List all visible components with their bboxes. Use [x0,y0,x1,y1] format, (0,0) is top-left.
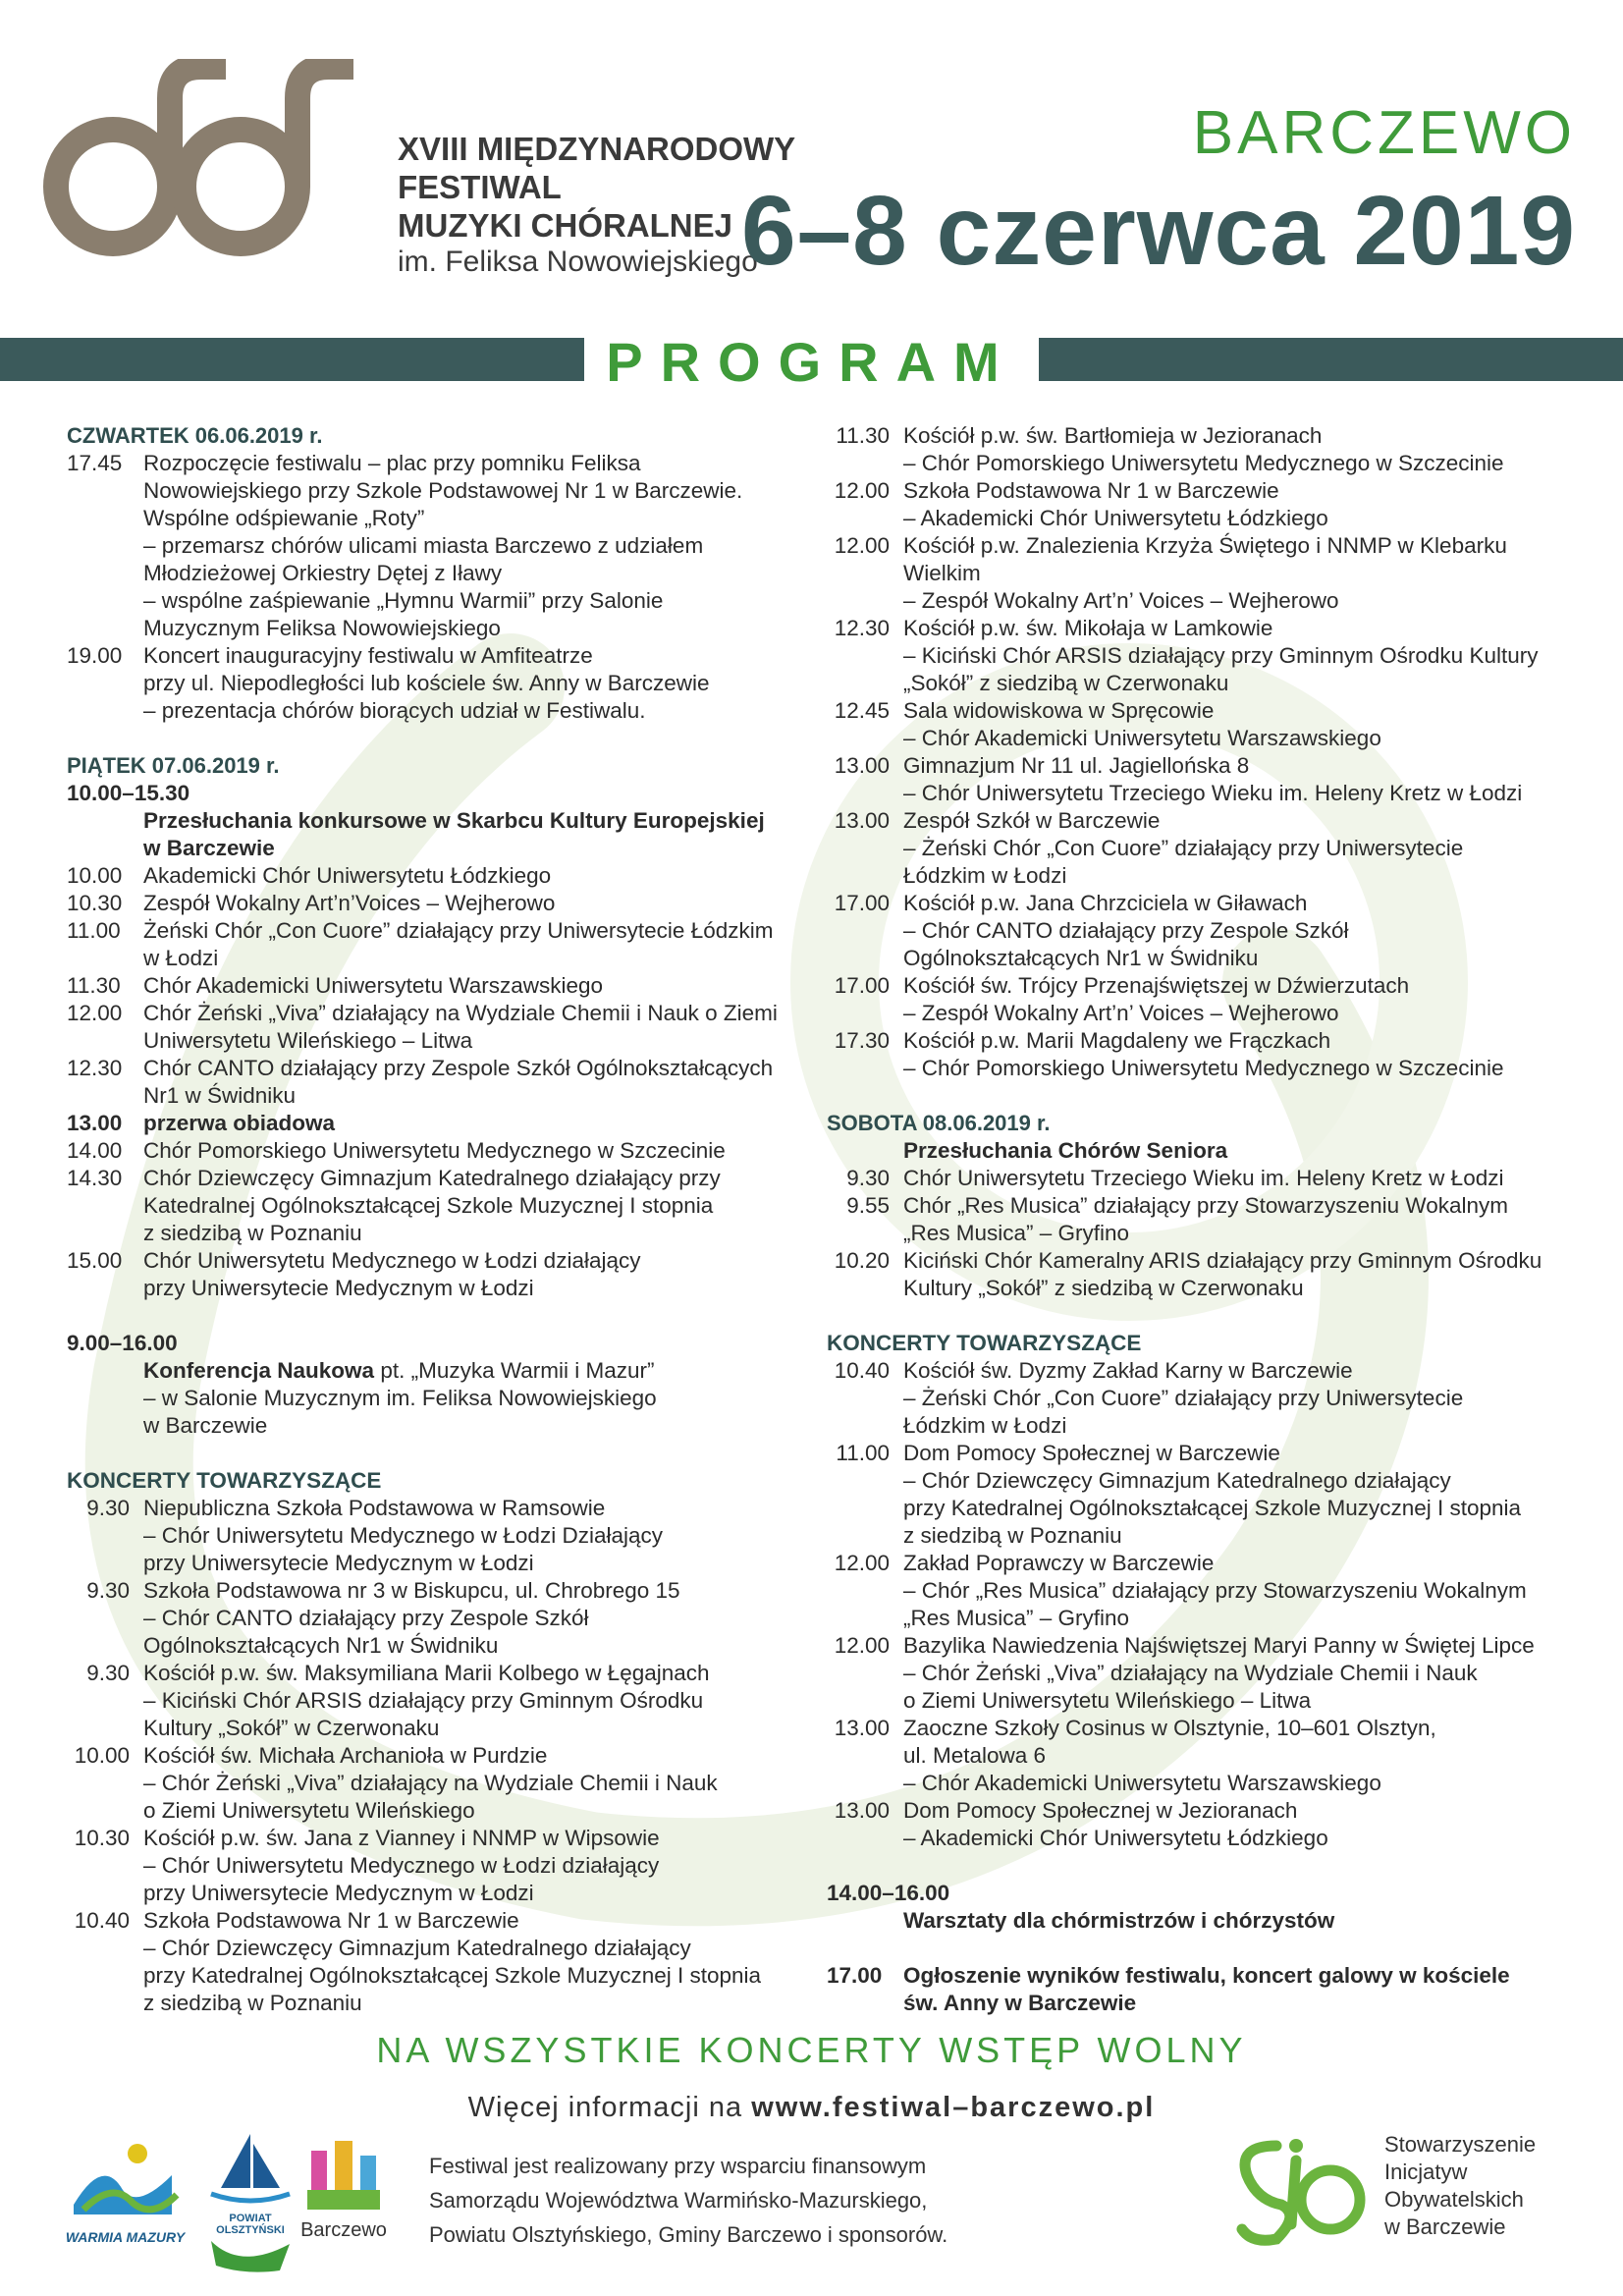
item-time: 14.30 [67,1166,123,1190]
item-time: 10.20 [834,1248,890,1273]
warmia-mazury-label: WARMIA MAZURY [65,2229,186,2245]
item-line: Ogólnokształcących Nr1 w Świdniku [903,946,1259,970]
program-item [67,890,813,917]
item-line: w Barczewie [143,1413,268,1438]
more-info-text: Więcej informacji na [467,2092,752,2123]
program-title: PROGRAM [606,331,1017,393]
item-time: 17.00 [834,891,890,915]
item-line: Chór Uniwersytetu Medycznego w Łodzi działający [143,1248,641,1273]
program-item [827,1797,1573,1852]
program-item [67,972,813,1000]
workshop-time-range: 14.00–16.00 [827,1881,950,1905]
item-line: Sala widowiskowa w Spręcowie [903,698,1215,723]
program-item [827,972,1573,1027]
item-line: Chór Dziewczęcy Gimnazjum Katedralnego działający przy [143,1166,721,1190]
item-time: 10.40 [834,1358,890,1383]
program-item [827,697,1573,752]
item-line: Wspólne odśpiewanie „Roty” [143,506,425,530]
item-time: 17.30 [834,1028,890,1053]
item-line: Szkoła Podstawowa nr 3 w Biskupcu, ul. Chrobrego 15 [143,1578,680,1603]
program-item [67,1660,813,1742]
towers-icon [299,2136,388,2214]
item-line: Ogólnokształcących Nr1 w Świdniku [143,1633,499,1658]
item-line: Kiciński Chór Kameralny ARIS działający przy Gminnym Ośrodku [903,1248,1542,1273]
program-item [67,1825,813,1907]
item-line: Dom Pomocy Społecznej w Jezioranach [903,1798,1298,1823]
item-time: 10.30 [74,1826,130,1850]
item-line: Muzycznym Feliksa Nowowiejskiego [143,616,501,640]
program-item [67,862,813,890]
item-line: – Chór CANTO działający przy Zespole Szkół [143,1606,589,1630]
program-item [827,1027,1573,1082]
item-line: Łódzkim w Łodzi [903,1413,1067,1438]
program-item [827,1632,1573,1715]
sio-logo [1222,2126,1370,2254]
item-line: w Łodzi [143,946,219,970]
item-line: Uniwersytetu Wileńskiego – Litwa [143,1028,473,1053]
program-item [827,615,1573,697]
program-left-column [67,422,813,2017]
item-line: Chór Żeński „Viva” działający na Wydziale Chemii i Nauk o Ziemi [143,1001,778,1025]
program-bar-right [1039,338,1623,381]
day-title-saturday: SOBOTA 08.06.2019 r. [827,1111,1051,1135]
item-line: „Res Musica” – Gryfino [903,1221,1130,1245]
item-time: 17.00 [827,1963,883,1988]
saturday-concerts-list [827,1357,1573,1852]
item-line: „Sokół” z siedzibą w Czerwonaku [903,671,1229,695]
workshop-item [827,1907,1573,1935]
item-line: – Chór Żeński „Viva” działający na Wydziale Chemii i Nauk [903,1661,1478,1685]
program-bar-left [0,338,584,381]
item-line: z siedzibą w Poznaniu [143,1221,362,1245]
item-line: – Chór Uniwersytetu Medycznego w Łodzi Działający [143,1523,663,1548]
item-line: – Chór Uniwersytetu Trzeciego Wieku im. Heleny Kretz w Łodzi [903,781,1523,805]
item-line: Zakład Poprawczy w Barczewie [903,1551,1215,1575]
item-line: „Res Musica” – Gryfino [903,1606,1130,1630]
item-line: Chór Pomorskiego Uniwersytetu Medycznego w Szczecinie [143,1138,726,1163]
item-time: 13.00 [834,1716,890,1740]
item-line: św. Anny w Barczewie [903,1991,1137,2015]
item-line: przy Uniwersytecie Medycznym w Łodzi [143,1551,534,1575]
item-time: 13.00 [834,808,890,833]
item-line: – Kiciński Chór ARSIS działający przy Gminnym Ośrodku [143,1688,704,1713]
item-line: Kościół p.w. Marii Magdaleny we Frączkach [903,1028,1331,1053]
item-time: 17.45 [67,451,123,475]
warmia-mazury-logo [64,2136,187,2254]
program-item [827,1550,1573,1632]
program-item [67,1907,813,2017]
day-title-thursday: CZWARTEK 06.06.2019 r. [67,423,323,448]
program-item [827,1357,1573,1440]
powiat-label: POWIAT OLSZTYŃSKI [216,2213,285,2236]
item-line: przy Uniwersytecie Medycznym w Łodzi [143,1881,534,1905]
item-line: z siedzibą w Poznaniu [903,1523,1122,1548]
item-line: – Chór Pomorskiego Uniwersytetu Medycznego w Szczecinie [903,451,1504,475]
item-line: Młodzieżowej Orkiestry Dętej z Iławy [143,561,503,585]
item-line: Zespół Wokalny Art’n’Voices – Wejherowo [143,891,556,915]
item-time: 9.30 [846,1166,890,1190]
section-title-concerts: KONCERTY TOWARZYSZĄCE [67,1468,382,1493]
free-entry-banner: NA WSZYSTKIE KONCERTY WSTĘP WOLNY [376,2030,1247,2070]
friday-auditions-list-2 [67,1137,813,1302]
item-line: ul. Metalowa 6 [903,1743,1047,1768]
festival-name [398,130,795,245]
item-line: Żeński Chór „Con Cuore” działający przy Uniwersytecie Łódzkim [143,918,774,943]
item-line: Gimnazjum Nr 11 ul. Jagiellońska 8 [903,753,1250,778]
item-line: Chór Akademicki Uniwersytetu Warszawskiego [143,973,604,998]
item-line: przy Uniwersytecie Medycznym w Łodzi [143,1276,534,1300]
item-line: Kościół p.w. św. Jana z Vianney i NNMP w Wipsowie [143,1826,660,1850]
program-item [827,422,1573,477]
saturday-auditions-list [827,1165,1573,1302]
program-item [67,1247,813,1302]
item-line: Kultury „Sokół” w Czerwonaku [143,1716,440,1740]
item-time: 10.40 [74,1908,130,1933]
conference-time-range: 9.00–16.00 [67,1331,178,1355]
item-line: – Chór Akademicki Uniwersytetu Warszawskiego [903,1771,1381,1795]
more-info [0,2092,1623,2124]
item-line: Ogłoszenie wyników festiwalu, koncert galowy w kościele [903,1963,1510,1988]
item-line: Bazylika Nawiedzenia Najświętszej Maryi Panny w Świętej Lipce [903,1633,1535,1658]
website-link[interactable]: www.festiwal–barczewo.pl [751,2092,1156,2123]
program-item [67,1000,813,1055]
item-time: 11.30 [836,423,890,448]
item-line: – Akademicki Chór Uniwersytetu Łódzkiego [903,506,1328,530]
section-title-concerts: KONCERTY TOWARZYSZĄCE [827,1331,1142,1355]
item-line: Nr1 w Świdniku [143,1083,297,1108]
item-line: Kościół p.w. Znalezienia Krzyża Świętego i NNMP w Klebarku [903,533,1507,558]
program-item [827,890,1573,972]
friday-concerts-list-continued [827,422,1573,1082]
program-item [67,1137,813,1165]
item-line: Kościół p.w. św. Mikołaja w Lamkowie [903,616,1273,640]
item-line: – Akademicki Chór Uniwersytetu Łódzkiego [903,1826,1328,1850]
festival-patron: im. Feliksa Nowowiejskiego [398,246,758,278]
item-line: – Zespół Wokalny Art’n’ Voices – Wejherowo [903,1001,1339,1025]
item-line: z siedzibą w Poznaniu [143,1991,362,2015]
program-item [827,1165,1573,1192]
item-time: 10.00 [74,1743,130,1768]
item-line: przy Katedralnej Ogólnokształcącej Szkole Muzycznej I stopnia [143,1963,762,1988]
item-line: Kościół św. Dyzmy Zakład Karny w Barczewie [903,1358,1353,1383]
item-line: – Kiciński Chór ARSIS działający przy Gminnym Ośrodku Kultury [903,643,1539,668]
sponsors-note [429,2149,947,2252]
item-line: – Chór Uniwersytetu Medycznego w Łodzi działający [143,1853,660,1878]
item-line: Koncert inauguracyjny festiwalu w Amfiteatrze [143,643,593,668]
item-line: Chór „Res Musica” działający przy Stowarzyszeniu Wokalnym [903,1193,1509,1218]
conference-title: Konferencja Naukowa [143,1358,375,1383]
item-line: – Zespół Wokalny Art’n’ Voices – Wejherowo [903,588,1339,613]
program-item [67,917,813,972]
item-line: – w Salonie Muzycznym im. Feliksa Nowowiejskiego [143,1386,657,1410]
session-heading-line: Przesłuchania Chórów Seniora [903,1138,1228,1163]
item-line: – przemarsz chórów ulicami miasta Barczewo z udziałem [143,533,704,558]
item-line: – Chór Pomorskiego Uniwersytetu Medycznego w Szczecinie [903,1056,1504,1080]
item-line: – Chór Żeński „Viva” działający na Wydziale Chemii i Nauk [143,1771,718,1795]
association-line: Inicjatyw [1384,2159,1468,2184]
item-line: Kościół św. Trójcy Przenajświętszej w Dźwierzutach [903,973,1410,998]
item-line: – Chór CANTO działający przy Zespole Szkół [903,918,1349,943]
item-line: Kościół p.w. św. Bartłomieja w Jezioranach [903,423,1323,448]
item-time: 11.00 [67,918,121,943]
program-item [67,1055,813,1110]
association-line: Stowarzyszenie [1384,2132,1537,2157]
item-line: Akademicki Chór Uniwersytetu Łódzkiego [143,863,552,888]
item-time: 19.00 [67,643,123,668]
item-line: Katedralnej Ogólnokształcącej Szkole Muzycznej I stopnia [143,1193,714,1218]
item-line: Wielkim [903,561,981,585]
program-item [67,450,813,642]
item-line: – wspólne zaśpiewanie „Hymnu Warmii” przy Salonie [143,588,664,613]
barczewo-logo [299,2136,388,2264]
item-time: 12.30 [67,1056,123,1080]
item-line: Nowowiejskiego przy Szkole Podstawowej Nr 1 w Barczewie. [143,478,743,503]
program-item [827,752,1573,807]
item-time: 11.30 [67,973,121,998]
barczewo-label: Barczewo [300,2219,387,2241]
item-time: 17.00 [834,973,890,998]
item-line: Kościół p.w. Jana Chrzciciela w Giławach [903,891,1308,915]
item-time: 10.00 [67,863,123,888]
item-time: 12.00 [834,478,890,503]
item-line: – prezentacja chórów biorących udział w Festiwalu. [143,698,646,723]
festival-dates: 6–8 czerwca 2019 [740,176,1576,286]
association-line: w Barczewie [1384,2214,1506,2239]
item-line: Chór Uniwersytetu Trzeciego Wieku im. Heleny Kretz w Łodzi [903,1166,1504,1190]
item-line: – Chór Dziewczęcy Gimnazjum Katedralnego działający [143,1936,691,1960]
item-time: 9.55 [846,1193,890,1218]
program-item [67,1742,813,1825]
item-line: przy ul. Niepodległości lub kościele św. Anny w Barczewie [143,671,710,695]
item-line: – Chór Akademicki Uniwersytetu Warszawskiego [903,726,1381,750]
festival-name-line1: XVIII MIĘDZYNARODOWY [398,131,796,167]
item-time: 13.00 [67,1111,123,1135]
powiat-logo [196,2129,304,2257]
association-line: Obywatelskich [1384,2187,1524,2212]
session-heading-line: w Barczewie [143,836,275,860]
friday-concerts-list [67,1495,813,2017]
item-time: 13.00 [834,1798,890,1823]
program-item [67,642,813,725]
program-right-column [827,422,1573,2017]
session-heading [67,807,813,862]
program-item [67,1577,813,1660]
town-name: BARCZEWO [1192,99,1576,167]
sponsors-line: Samorządu Województwa Warmińsko-Mazurskiego, [429,2188,928,2213]
program-item [827,1192,1573,1247]
item-line: Kościół św. Michała Archanioła w Purdzie [143,1743,548,1768]
item-time: 9.30 [86,1578,130,1603]
item-line: Szkoła Podstawowa Nr 1 w Barczewie [903,478,1279,503]
item-line: – Chór Dziewczęcy Gimnazjum Katedralnego działający [903,1468,1451,1493]
gala-item [827,1962,1573,2017]
item-time: 12.30 [834,616,890,640]
sailboat-icon [196,2129,304,2208]
friday-auditions-list [67,862,813,1110]
program-item [827,1715,1573,1797]
item-time: 11.00 [836,1441,890,1465]
festival-logo [39,59,383,265]
item-line: Łódzkim w Łodzi [903,863,1067,888]
conference-subtitle: pt. „Muzyka Warmii i Mazur” [374,1358,655,1383]
sponsors-line: Festiwal jest realizowany przy wsparciu finansowym [429,2154,927,2178]
program-item [827,807,1573,890]
item-line: Rozpoczęcie festiwalu – plac przy pomniku Feliksa [143,451,641,475]
item-time: 15.00 [67,1248,123,1273]
item-time: 12.00 [834,1551,890,1575]
program-item [827,1247,1573,1302]
conference-item [67,1357,813,1440]
item-line: Kościół p.w. św. Maksymiliana Marii Kolbego w Łęgajnach [143,1661,710,1685]
lunch-break-label: przerwa obiadowa [143,1111,336,1135]
item-time: 12.00 [834,1633,890,1658]
item-time: 14.00 [67,1138,123,1163]
session-time-range: 10.00–15.30 [67,781,190,805]
item-line: Zaoczne Szkoły Cosinus w Olsztynie, 10–601 Olsztyn, [903,1716,1436,1740]
item-time: 13.00 [834,753,890,778]
sponsors-line: Powiatu Olsztyńskiego, Gminy Barczewo i sponsorów. [429,2222,948,2247]
item-line: przy Katedralnej Ogólnokształcącej Szkole Muzycznej I stopnia [903,1496,1522,1520]
program-item [67,1495,813,1577]
item-line: Dom Pomocy Społecznej w Barczewie [903,1441,1280,1465]
item-line: o Ziemi Uniwersytetu Wileńskiego – Litwa [903,1688,1312,1713]
item-line: o Ziemi Uniwersytetu Wileńskiego [143,1798,475,1823]
item-line: Szkoła Podstawowa Nr 1 w Barczewie [143,1908,519,1933]
day-title-friday: PIĄTEK 07.06.2019 r. [67,753,280,778]
item-time: 12.45 [834,698,890,723]
item-line: Niepubliczna Szkoła Podstawowa w Ramsowie [143,1496,606,1520]
item-time: 12.00 [67,1001,123,1025]
session-heading-line: Przesłuchania konkursowe w Skarbcu Kultury Europejskiej [143,808,765,833]
association-name [1384,2131,1536,2241]
lunch-break [67,1110,813,1137]
item-time: 12.00 [834,533,890,558]
item-line: – Chór „Res Musica” działający przy Stowarzyszeniu Wokalnym [903,1578,1527,1603]
item-time: 9.30 [86,1496,130,1520]
program-item [67,1165,813,1247]
item-time: 10.30 [67,891,123,915]
item-time: 9.30 [86,1661,130,1685]
wave-icon [64,2136,187,2224]
festival-name-line2: FESTIWAL [398,169,562,205]
workshop-label: Warsztaty dla chórmistrzów i chórzystów [903,1908,1335,1933]
festival-name-line3: MUZYKI CHÓRALNEJ [398,207,733,244]
program-item [827,477,1573,532]
program-item [827,532,1573,615]
item-line: Zespół Szkół w Barczewie [903,808,1161,833]
item-line: Chór CANTO działający przy Zespole Szkół Ogólnokształcących [143,1056,774,1080]
item-line: – Żeński Chór „Con Cuore” działający przy Uniwersytecie [903,836,1464,860]
item-line: – Żeński Chór „Con Cuore” działający przy Uniwersytecie [903,1386,1464,1410]
item-line: Kultury „Sokół” z siedzibą w Czerwonaku [903,1276,1304,1300]
session-heading [827,1137,1573,1165]
map-icon [196,2236,304,2275]
program-item [827,1440,1573,1550]
